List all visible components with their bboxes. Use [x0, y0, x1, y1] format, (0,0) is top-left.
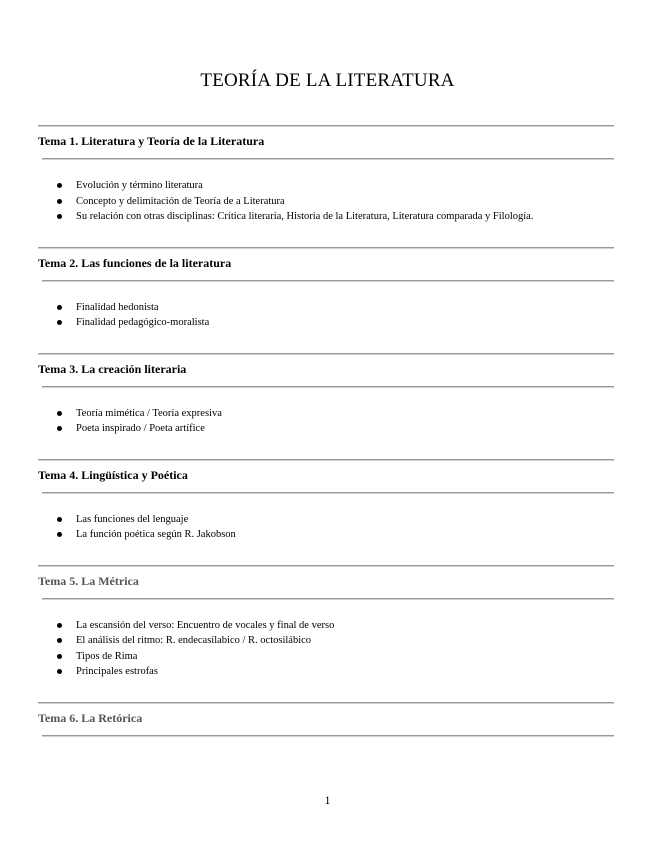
list-item-text: Su relación con otras disciplinas: Crítica literaria, Historia de la Literatura, Literatura comparada y Filología. [76, 211, 534, 222]
section-tema-1 [38, 125, 614, 247]
section-heading: Tema 3. La creación literaria [38, 361, 187, 376]
bullet-icon [57, 214, 62, 219]
list-item-text: El análisis del ritmo: R. endecasílabico / R. octosilábico [76, 635, 312, 646]
list-item [57, 194, 614, 210]
syllabus-sections [38, 125, 614, 737]
section-heading: Tema 4. Lingüística y Poética [38, 467, 188, 482]
divider [42, 735, 614, 737]
list-item-text: Evolución y término literatura [76, 180, 203, 191]
section-heading: Tema 6. La Retórica [38, 710, 143, 725]
list-item [57, 315, 614, 331]
topic-list [38, 388, 614, 459]
section-heading: Tema 1. Literatura y Teoría de la Literatura [38, 134, 265, 148]
list-item-text: Concepto y delimitación de Teoría de a Literatura [76, 195, 285, 207]
topic-list [38, 494, 614, 565]
section-tema-3 [38, 353, 614, 459]
list-item-text: Las funciones del lenguaje [76, 513, 189, 525]
bullet-icon [57, 623, 62, 628]
bullet-icon [57, 517, 62, 522]
list-item [57, 178, 614, 194]
page-number: 1 [324, 793, 331, 807]
list-item [57, 633, 614, 649]
document-title: TEORÍA DE LA LITERATURA [200, 70, 455, 91]
section-tema-4 [38, 459, 614, 565]
section-heading: Tema 5. La Métrica [38, 573, 139, 588]
bullet-icon [57, 320, 62, 325]
list-item-text: Poeta inspirado / Poeta artífice [76, 423, 205, 434]
section-tema-6 [38, 702, 614, 737]
section-tema-2 [38, 247, 614, 353]
list-item [57, 209, 614, 225]
section-tema-5 [38, 565, 614, 702]
list-item [57, 618, 614, 634]
bullet-icon [57, 199, 62, 204]
list-item [57, 512, 614, 528]
list-item-text: Teoría mimética / Teoría expresiva [76, 407, 222, 419]
list-item-text: Finalidad hedonista [76, 301, 159, 313]
bullet-icon [57, 532, 62, 537]
bullet-icon [57, 426, 62, 431]
topic-list [38, 282, 614, 353]
bullet-icon [57, 669, 62, 674]
list-item [57, 527, 614, 543]
bullet-icon [57, 305, 62, 310]
list-item [57, 406, 614, 422]
bullet-icon [57, 183, 62, 188]
list-item-text: La función poética según R. Jakobson [76, 529, 236, 540]
bullet-icon [57, 654, 62, 659]
section-heading: Tema 2. Las funciones de la literatura [38, 255, 232, 270]
topic-list [38, 160, 614, 247]
list-item [57, 300, 614, 316]
list-item [57, 664, 614, 680]
list-item-text: Finalidad pedagógico-moralista [76, 317, 210, 328]
list-item-text: La escansión del verso: Encuentro de vocales y final de verso [76, 619, 335, 631]
list-item-text: Tipos de Rima [76, 650, 138, 662]
list-item [57, 649, 614, 665]
bullet-icon [57, 411, 62, 416]
list-item-text: Principales estrofas [76, 666, 158, 677]
list-item [57, 421, 614, 437]
bullet-icon [57, 638, 62, 643]
topic-list [38, 600, 614, 702]
